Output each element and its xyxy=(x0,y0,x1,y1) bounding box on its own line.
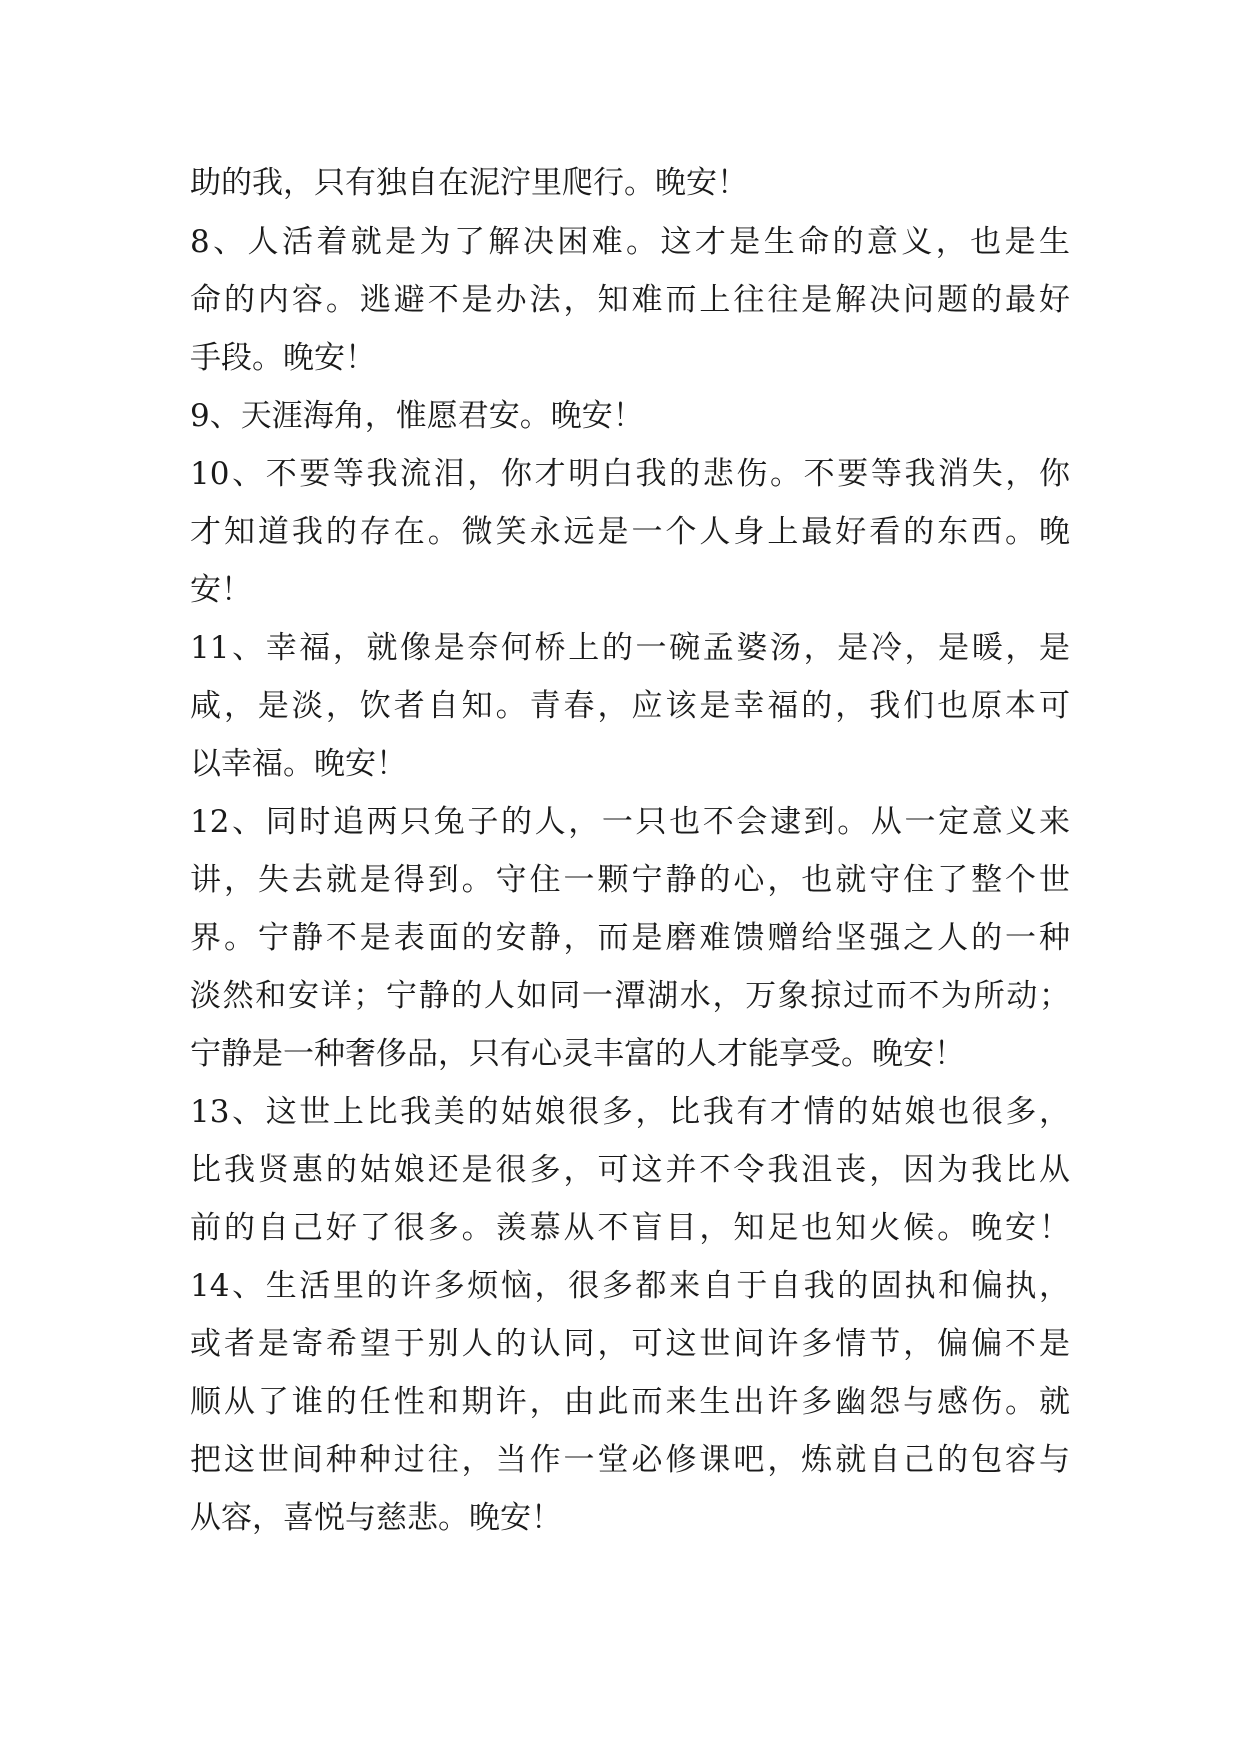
paragraph-line: 讲，失去就是得到。守住一颗宁静的心，也就守住了整个世 xyxy=(190,862,1070,898)
paragraph-line: 咸，是淡，饮者自知。青春，应该是幸福的，我们也原本可 xyxy=(190,688,1070,724)
paragraph-line: 8、人活着就是为了解决困难。这才是生命的意义，也是生 xyxy=(190,224,1070,260)
paragraph-line: 把这世间种种过往，当作一堂必修课吧，炼就自己的包容与 xyxy=(190,1442,1070,1478)
paragraph-line: 从容，喜悦与慈悲。晚安！ xyxy=(190,1500,562,1536)
paragraph-line: 或者是寄希望于别人的认同，可这世间许多情节，偏偏不是 xyxy=(190,1326,1070,1362)
paragraph-line: 安！ xyxy=(190,572,252,608)
paragraph-line: 命的内容。逃避不是办法，知难而上往往是解决问题的最好 xyxy=(190,282,1070,318)
paragraph-line: 界。宁静不是表面的安静，而是磨难馈赠给坚强之人的一种 xyxy=(190,920,1070,956)
paragraph-line: 9、天涯海角，惟愿君安。晚安！ xyxy=(190,398,644,434)
paragraph-line: 以幸福。晚安！ xyxy=(190,746,407,782)
paragraph-line: 11、幸福，就像是奈何桥上的一碗孟婆汤，是冷，是暖，是 xyxy=(190,630,1070,666)
paragraph-line: 淡然和安详；宁静的人如同一潭湖水，万象掠过而不为所动； xyxy=(190,978,1070,1014)
paragraph-line: 12、同时追两只兔子的人，一只也不会逮到。从一定意义来 xyxy=(190,804,1070,840)
paragraph-line: 前的自己好了很多。羡慕从不盲目，知足也知火候。晚安！ xyxy=(190,1210,1070,1246)
paragraph-line: 宁静是一种奢侈品，只有心灵丰富的人才能享受。晚安！ xyxy=(190,1036,965,1072)
paragraph-line: 13、这世上比我美的姑娘很多，比我有才情的姑娘也很多， xyxy=(190,1094,1070,1130)
paragraph-line: 比我贤惠的姑娘还是很多，可这并不令我沮丧，因为我比从 xyxy=(190,1152,1070,1188)
paragraph-line: 顺从了谁的任性和期许，由此而来生出许多幽怨与感伤。就 xyxy=(190,1384,1070,1420)
paragraph-line: 手段。晚安！ xyxy=(190,340,376,376)
paragraph-line: 10、不要等我流泪，你才明白我的悲伤。不要等我消失，你 xyxy=(190,456,1070,492)
paragraph-line: 助的我，只有独自在泥泞里爬行。晚安！ xyxy=(190,165,748,201)
paragraph-line: 14、生活里的许多烦恼，很多都来自于自我的固执和偏执， xyxy=(190,1268,1070,1304)
paragraph-line: 才知道我的存在。微笑永远是一个人身上最好看的东西。晚 xyxy=(190,514,1070,550)
